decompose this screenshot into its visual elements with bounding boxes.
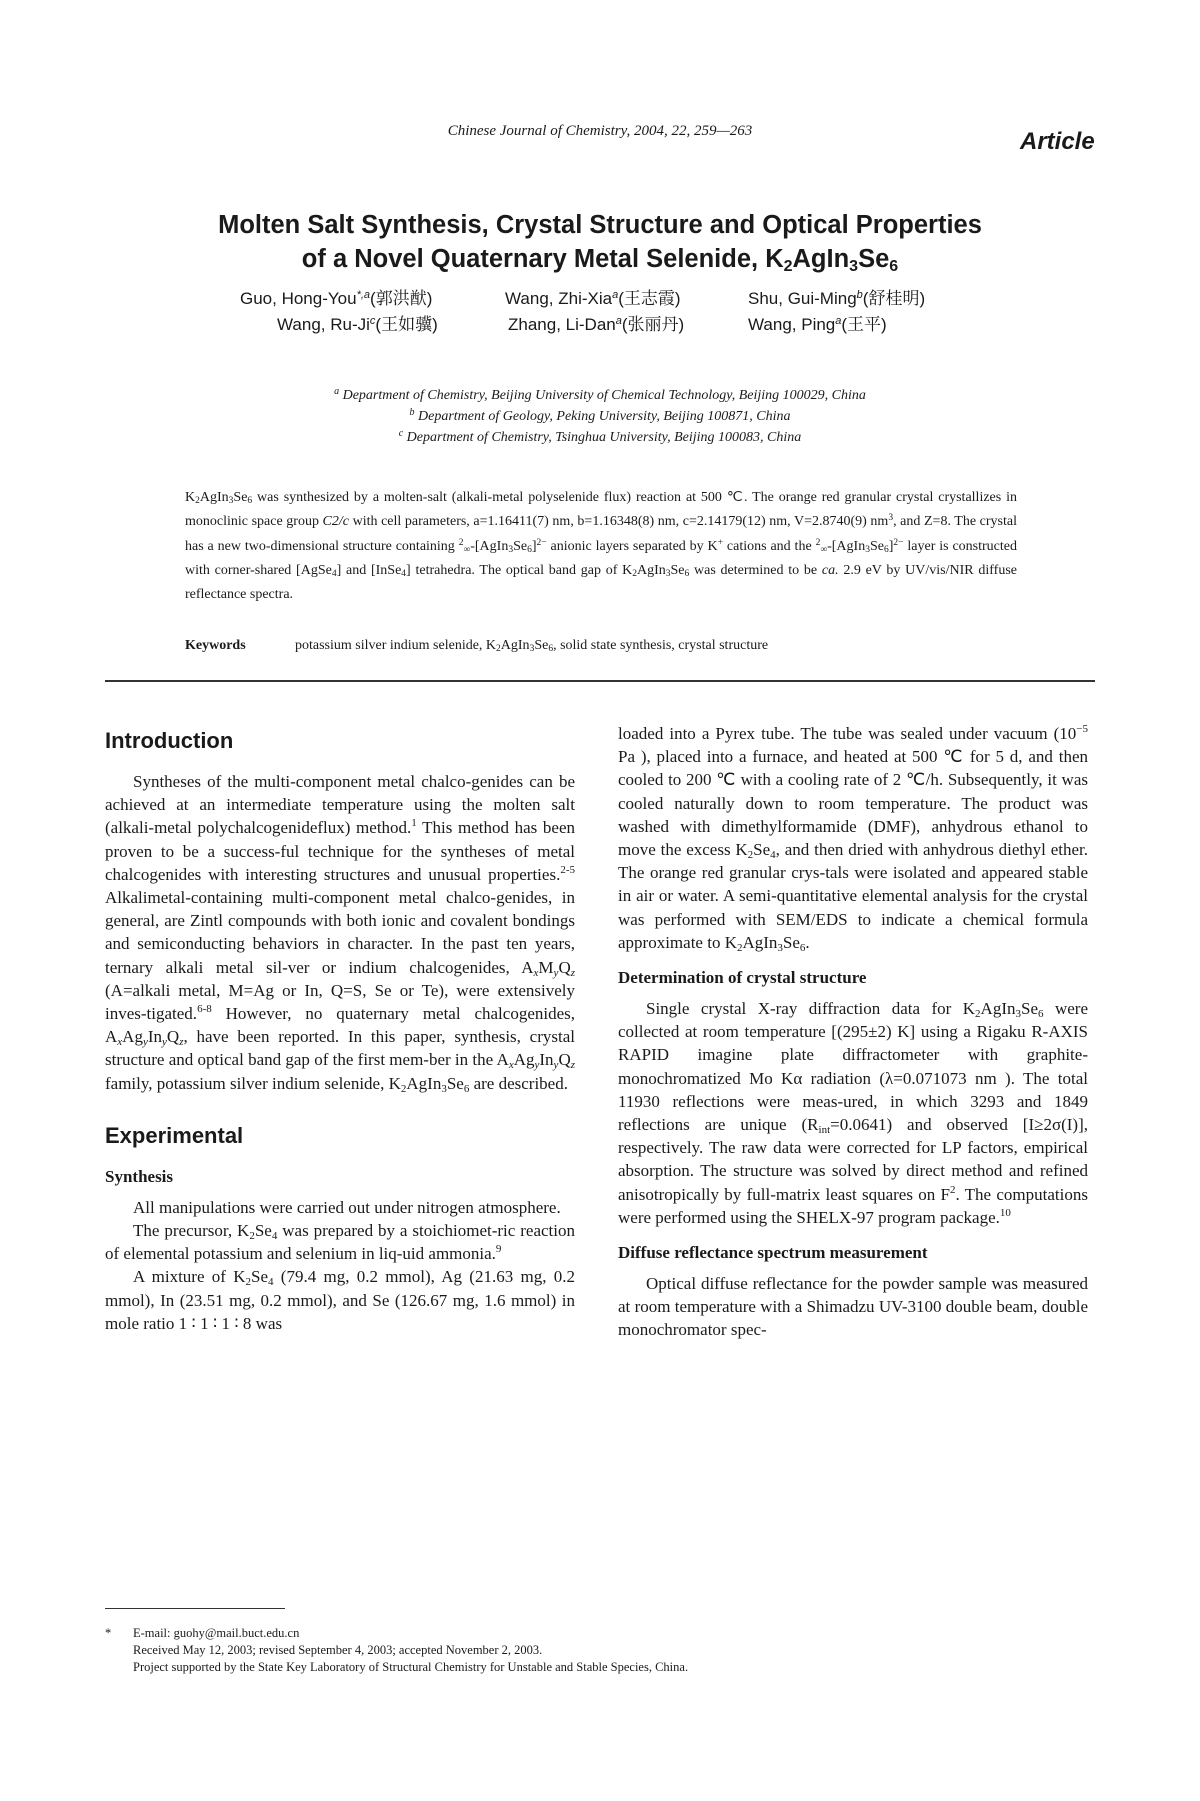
footnote-project: Project supported by the State Key Laboratory of Structural Chemistry for Unstable and Stable Species, China. bbox=[133, 1660, 689, 1674]
synthesis-continued-paragraph: loaded into a Pyrex tube. The tube was sealed under vacuum ($10^{-5}$ Pa ), placed into a furnace, and heated at 500 ℃ for 5 d, and then cooled to 200 ℃ with a cooling rate of 2 ℃/h. Subsequently, it was cooled naturally down to room temperature. The product was washed with dimethylformamide (DMF), anhydrous ethanol to move the excess $K_2Se_4$, and then dried with anhydrous diethyl ether. The orange red granular crys-tals were isolated and appeared stable in air or water. A semi-quantitative elemental analysis for the crystal was performed with SEM/EDS to indicate a chemical formula approximate to $K_2AgIn_3Se_6$. bbox=[618, 723, 1088, 954]
synthesis-paragraph: All manipulations were carried out under nitrogen atmosphere. bbox=[133, 1197, 561, 1217]
introduction-heading: Introduction bbox=[105, 728, 234, 753]
diffuse-reflectance-heading: Diffuse reflectance spectrum measurement bbox=[618, 1243, 928, 1263]
right-column bbox=[618, 722, 1088, 1342]
author: Shu, Gui-Ming$^b$(舒桂明) bbox=[748, 289, 926, 308]
author: Wang, Ru-Ji$^c$(王如骥) bbox=[277, 315, 438, 334]
section-divider bbox=[105, 680, 1095, 682]
affiliations bbox=[0, 385, 1200, 448]
footnotes bbox=[105, 1625, 1005, 1676]
crystal-structure-heading: Determination of crystal structure bbox=[618, 968, 867, 988]
keywords: Keywords potassium silver indium selenide, $K_2AgIn_3Se_6$, solid state synthesis, crystal structure bbox=[185, 638, 769, 654]
footnote-email: * E-mail: guohy@mail.buct.edu.cn bbox=[105, 1626, 300, 1640]
title-line-2: of a Novel Quaternary Metal Selenide, $K_2AgIn_3Se_6$ bbox=[301, 245, 899, 275]
journal-citation: Chinese Journal of Chemistry, 2004, 22, 259—263 bbox=[447, 123, 753, 139]
left-column bbox=[105, 722, 575, 1335]
affiliation-b: $^b$ Department of Geology, Peking University, Beijing 100871, China bbox=[409, 407, 791, 424]
synthesis-paragraph: The precursor, $K_2Se_4$ was prepared by a stoichiomet-ric reaction of elemental potassium and selenium in liq-uid ammonia.$^9$ bbox=[105, 1221, 575, 1264]
article-type-label: Article bbox=[1020, 128, 1095, 155]
experimental-heading: Experimental bbox=[105, 1122, 244, 1148]
crystal-structure-paragraph: Single crystal X-ray diffraction data for $K_2AgIn_3Se_6$ were collected at room temperature [(295±2) K] using a Rigaku R-AXIS RAPID imagine plate diffractometer with graphite-monochromatized Mo Kα radiation (λ=0.071073 nm ). The total 11930 reflections were meas-ured, in which 3293 and 1849 reflections are unique $(R_{int}=0.0641)$ and observed [I≥2σ(I)], respectively. The raw data were corrected for LP factors, empirical absorption. The structure was solved by direct method and refined anisotropically by full-matrix least squares on $F^2$. The computations were performed using the SHELX-97 program package.$^{10}$ bbox=[618, 999, 1089, 1227]
author: Wang, Ping$^a$(王平) bbox=[748, 315, 887, 334]
affiliation-c: $^c$ Department of Chemistry, Tsinghua University, Beijing 100083, China bbox=[398, 428, 802, 445]
synthesis-paragraph: A mixture of $K_2Se_4$ (79.4 mg, 0.2 mmol), Ag (21.63 mg, 0.2 mmol), In (23.51 mg, 0.2 mmol), and Se (126.67 mg, 1.6 mmol) in mole ratio 1 ∶ 1 ∶ 1 ∶ 8 was bbox=[105, 1267, 575, 1333]
abstract: $K_2AgIn_3Se_6$ was synthesized by a molten-salt (alkali-metal polyselenide flux) reaction at 500 ℃. The orange red granular crystal crystallizes in monoclinic space group C2/c with cell parameters, a=1.16411(7) nm, b=1.16348(8) nm, c=2.14179(12) nm, V=2.8740(9) $nm^3$, and Z=8. The crystal has a new two-dimensional structure containing $^2_\infty-[AgIn_3Se_6]^{2-}$ anionic layers separated by K+ cations and the $^2_\infty-[AgIn_3Se_6]^{2-}$ layer is constructed with corner-shared [AgSe$_4$] and [InSe$_4$] tetrahedra. The optical band gap of $K_2AgIn_3Se_6$ was determined to be ca. 2.9 eV by UV/vis/NIR diffuse reflectance spectra. bbox=[185, 490, 1017, 603]
diffuse-reflectance-paragraph: Optical diffuse reflectance for the powder sample was measured at room temperature with a Shimadzu UV-3100 double beam, double monochromator spec- bbox=[618, 1274, 1088, 1340]
synthesis-heading: Synthesis bbox=[105, 1166, 174, 1186]
introduction-paragraph: Syntheses of the multi-component metal chalco-genides can be achieved at an intermediate temperature using the molten salt (alkali-metal polychalcogenideflux) method.$^1$ This method has been proven to be a success-ful technique for the syntheses of metal chalcogenides with interesting structures and unusual properties.$^{2-5}$ Alkalimetal-containing multi-component metal chalco-genides, in general, are Zintl compounds with both ionic and covalent bondings and semiconducting behaviors in character. In the past ten years, ternary alkali metal sil-ver or indium chalcogenides, $A_xM_yQ_z$ (A=alkali metal, M=Ag or In, Q=S, Se or Te), were extensively inves-tigated.$^{6-8}$ However, no quaternary metal chalcogenides, $A_xAg_yIn_yQ_z$, have been reported. In this paper, synthesis, crystal structure and optical band gap of the first mem-ber in the $A_xAg_yIn_yQ_z$ family, potassium silver indium selenide, $K_2AgIn_3Se_6$ are described. bbox=[105, 772, 575, 1095]
title-line-1: Molten Salt Synthesis, Crystal Structure and Optical Properties bbox=[218, 211, 982, 239]
author: Wang, Zhi-Xia$^a$(王志霞) bbox=[505, 289, 681, 308]
keywords-label: Keywords bbox=[185, 638, 246, 653]
author: Guo, Hong-You$^{*,a}$(郭洪猷) bbox=[240, 289, 433, 308]
paper-title bbox=[0, 208, 1200, 276]
footnote-received: Received May 12, 2003; revised September 4, 2003; accepted November 2, 2003. bbox=[133, 1643, 543, 1657]
author: Zhang, Li-Dan$^a$(张丽丹) bbox=[508, 315, 685, 334]
footnote-divider bbox=[105, 1608, 285, 1609]
affiliation-a: $^a$ Department of Chemistry, Beijing University of Chemical Technology, Beijing 100029, China bbox=[334, 386, 866, 403]
